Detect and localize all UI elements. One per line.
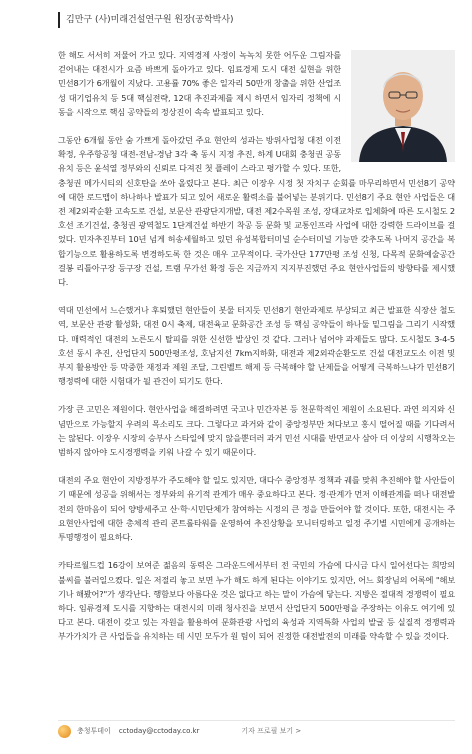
article-body <box>58 48 455 658</box>
brand-name: 충청투데이 <box>77 727 111 735</box>
article-paragraph: 카타르월드컵 16강이 보여준 젊음의 동력은 그라운드에서부터 전 국민의 가슴에 다시금 다시 일어선다는 희망의 불씨를 불러일으켰다. 일은 저절리 놓고 보면 누가 해도 하게 된다는 이야기도 있지만, 어느 회장님의 어록에 "해보기나 해봤어?"가 생각난다. 행함보다 아름다운 것은 없다고 하는 말이 가슴에 닿는다. 지방은 절대적 경쟁력이 필요하다. 임류경제 도시를 지향하는 대전시의 미래 청사진을 보면서 산업단지 500만평을 주장하는 이유도 여기에 있다고 본다. 대전이 갖고 있는 자원을 활용하여 문화관광 사업의 육성과 지역특화 사업의 발굴 등 실질적 경쟁력과 부가가치가 큰 사업들을 유치하는 데 시민 모두가 원 팀이 되어 진정한 대전발전의 미래를 약속할 수 있을 것이다. <box>58 560 455 642</box>
article-paragraph: 역대 민선에서 느슨했거나 후퇴했던 현안들이 봇물 터지듯 민선8기 현안과제로 부상되고 최근 발표한 식장산 철도역, 보문산 관광 활성화, 대전 0시 축제, 대전육교 문화공간 조성 등 핵심 공약들이 하나둘 밑그림을 그리기 시작했다. 매력적인 대전의 노른도시 탈피를 위한 신선한 발상인 것 같다. 그러나 넘어야 과제들도 많다. 도시철도 3-4-5호선 동시 추진, 산업단지 500만평조성, 호남지선 7km지하화, 대전과 제2외곽순환도로 건설 대전교도소 이전 및 부지 활용방안 등 막중한 재정과 제원 조달, 그린벨트 해제 등 극복해야 할 난제들을 어떻게 극복하느냐가 민선8기 행정력에 대한 시험대가 될 관건이 되기도 한다. <box>58 305 455 387</box>
article-paragraph: 대전의 주요 현안이 지방정부가 주도해야 할 일도 있지만, 대다수 중앙정부 정책과 궤를 맞춰 추진해야 할 사안들이기 때문에 성공을 위해서는 정부와의 유기적 관계가 매우 중요하다고 본다. 정·관계가 먼저 이해관계를 떠나 대전발전의 한마음이 되어 양방세주고 산·학·시민단체가 참여하는 시정의 큰 정을 만들어야 할 것이다. 또한, 대전시는 주요현안사업에 대한 총체적 관리 콘트롤타워를 운영하여 추진상황을 모니터링하고 일정 주기별 시민에게 공개하는 투명행정이 필요하다. <box>58 475 455 543</box>
author-photo <box>351 50 455 162</box>
article-paragraph: 한 해도 서서히 저물어 가고 있다. 지역경제 사정이 녹녹치 못한 어두운 그림자를 걷어내는 대전시가 요즘 바쁘게 돌아가고 있다. 임료경제 도시 대전 실현을 위한 민선8기가 6개월이 지났다. 고용률 70% 좋은 일자리 50만개 창출을 위한 산업조성 대기업유치 등 5대 핵심전략, 12대 추진과제를 제시 하면서 임자리 정책에 시동을 시작으로 핵심 공약들의 정상진이 속속 발표되고 있다. <box>58 50 341 117</box>
author-portrait-image <box>351 50 455 162</box>
article-footer <box>58 720 455 741</box>
article-paragraph: 가장 큰 고민은 제원이다. 현안사업을 해결하려면 국고나 민간자본 등 천문학적인 제원이 소요된다. 과연 의지와 신념만으로 가능할지 우려의 목소리도 크다. 그렇다고 과거와 같이 중앙정부만 쳐다보고 홍시 떨어질 때를 기다려서는 않된다. 이장우 시장의 승부사 스타일에 맞지 않을뿐더러 과거 민선 시대를 반면교사 삼아 더 이상의 시행착오는 범하지 않아야 도시경쟁력을 키워 나갈 수 있기 때문이다. <box>58 404 455 458</box>
byline-text: 김만구 (사)미래건설연구원 원장(공학박사) <box>66 15 234 25</box>
reporter-profile-link[interactable]: 기자 프로필 보기 > <box>241 727 302 735</box>
article-paragraph: 그동안 6개월 동안 숨 가쁘게 돌아갔던 주요 현안의 성과는 방위사업청 대전 이전 확정, 우주항공청 대전-전남-경남 3각 축 동시 지정 추진, 하계 U대회 충청권 공동유치 등은 윤석열 정부와의 신뢰로 다져진 첫 플레이 스라고 평가할 수 있다. 또한, 충청권 메가시티의 신호탄을 쏘아 올렸다고 본다. 최근 이장우 시정 첫 자치구 순회를 마무리하면서 민선8기 공약에 대한 로드맵이 하나하나 발표가 되고 있어 새로운 활력소를 불어넣는 분위기다. 민선8기 주요 현안 사업들은 대전 제2외곽순환 고속도로 건설, 보문산 관광단지개발, 대전 제2수목원 조성, 장대교차로 입체화에 따른 도시철도 2호선 조기건설, 충청권 광역철도 1단계건설 하반기 착공 등 문화 및 교통인프라 사업에 대한 강력한 드라이브를 걸었다. 민자추진부터 10년 넘게 허송세월하고 있던 유성복합터미널 순수터미널 기능만 갖추도록 나머지 공간을 복합기능으로 활용하도록 변경하도록 한 것은 매우 고무적이다. 국가산단 177만평 조성 신청, 다목적 문화예술공간 걸봉 리틀아구장 등구장 건설, 트램 무가선 확정 등은 지금까지 지지부진했던 주요 현안사업들의 방향타를 제시했다. <box>58 135 455 288</box>
cctoday-logo-icon <box>58 725 71 738</box>
contact-email-link[interactable]: cctoday@cctoday.co.kr <box>118 727 200 735</box>
author-byline <box>58 12 446 28</box>
